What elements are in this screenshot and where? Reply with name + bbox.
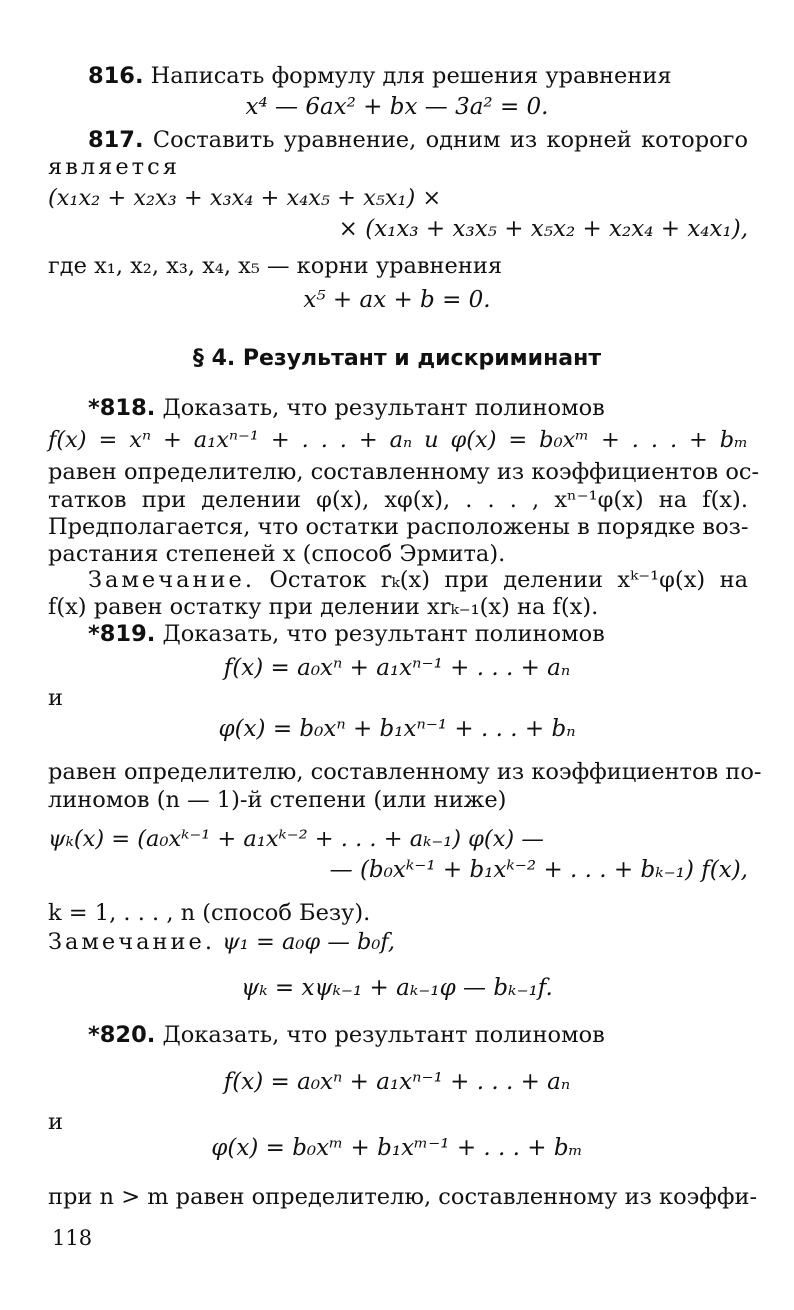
problem-number: *818. [88, 395, 156, 421]
problem-818-line2: равен определителю, составленному из коэффициентов ос- [48, 459, 760, 485]
problem-820-text [88, 1021, 605, 1049]
problem-817-text-cont: является [48, 154, 180, 180]
k-range-line: k = 1, . . . , n (способ Безу). [48, 900, 371, 926]
problem-818-line5: растания степеней x (способ Эрмита). [48, 541, 506, 567]
conjunction: и [48, 685, 63, 711]
problem-statement: Составить уравнение, одним из корней которого [152, 127, 748, 153]
conjunction: и [48, 1109, 63, 1135]
recurrence-formula: ψₖ = xψₖ₋₁ + aₖ₋₁φ — bₖ₋₁f. [241, 975, 553, 1001]
problem-number: *820. [88, 1022, 156, 1048]
problem-819-text [88, 620, 605, 648]
problem-statement: Написать формулу для решения уравнения [150, 63, 672, 89]
remark-818 [88, 566, 748, 594]
remark-819 [48, 928, 395, 956]
problem-statement: Доказать, что результант полиномов [162, 621, 605, 647]
section-heading: § 4. Результант и дискриминант [192, 346, 602, 371]
problem-819-line3: линомов (n — 1)-й степени (или ниже) [48, 787, 507, 813]
problem-819-line2: равен определителю, составленному из коэффициентов по- [48, 759, 762, 785]
remark-text: Остаток rₖ(x) при делении xᵏ⁻¹φ(x) на [269, 567, 748, 593]
roots-line-817: где x₁, x₂, x₃, x₄, x₅ — корни уравнения [48, 253, 503, 279]
formula-819-phi: φ(x) = b₀xⁿ + b₁xⁿ⁻¹ + . . . + bₙ [218, 716, 576, 742]
problem-number: *819. [88, 621, 156, 647]
problem-number: 817. [88, 127, 144, 153]
problem-818-line4: Предполагается, что остатки расположены в порядке воз- [48, 514, 749, 540]
problem-818-text [88, 394, 605, 422]
equation-816: x⁴ — 6ax² + bx — 3a² = 0. [245, 94, 549, 120]
problem-817-text [88, 126, 748, 154]
page-number: 118 [52, 1226, 93, 1250]
formula-820-phi: φ(x) = b₀xᵐ + b₁xᵐ⁻¹ + . . . + bₘ [211, 1135, 583, 1161]
remark-label: Замечание. [48, 929, 215, 955]
remark-label: Замечание. [88, 567, 255, 593]
psi-formula-line1: ψₖ(x) = (a₀xᵏ⁻¹ + a₁xᵏ⁻² + . . . + aₖ₋₁) φ(x) — [48, 826, 544, 852]
problem-816-text [88, 62, 672, 90]
problem-820-last-line: при n > m равен определителю, составленному из коэффи- [48, 1184, 758, 1210]
expression-817-line2: × (x₁x₃ + x₃x₅ + x₅x₂ + x₂x₄ + x₄x₁), [338, 216, 748, 242]
equation-817: x⁵ + ax + b = 0. [303, 287, 491, 313]
remark-formula: ψ₁ = a₀φ — b₀f, [222, 929, 396, 955]
expression-817-line1: (x₁x₂ + x₂x₃ + x₃x₄ + x₄x₅ + x₅x₁) × [48, 185, 442, 211]
problem-statement: Доказать, что результант полиномов [162, 1022, 605, 1048]
remark-818-line2: f(x) равен остатку при делении xrₖ₋₁(x) на f(x). [48, 594, 599, 620]
formula-818: f(x) = xⁿ + a₁xⁿ⁻¹ + . . . + aₙ и φ(x) = b₀xᵐ + . . . + bₘ [48, 427, 748, 453]
formula-820-f: f(x) = a₀xⁿ + a₁xⁿ⁻¹ + . . . + aₙ [223, 1069, 571, 1095]
problem-statement: Доказать, что результант полиномов [162, 395, 605, 421]
problem-818-line3: татков при делении φ(x), xφ(x), . . . , xⁿ⁻¹φ(x) на f(x). [48, 487, 748, 513]
psi-formula-line2: — (b₀xᵏ⁻¹ + b₁xᵏ⁻² + . . . + bₖ₋₁) f(x), [329, 857, 748, 883]
formula-819-f: f(x) = a₀xⁿ + a₁xⁿ⁻¹ + . . . + aₙ [223, 655, 571, 681]
problem-number: 816. [88, 63, 144, 89]
